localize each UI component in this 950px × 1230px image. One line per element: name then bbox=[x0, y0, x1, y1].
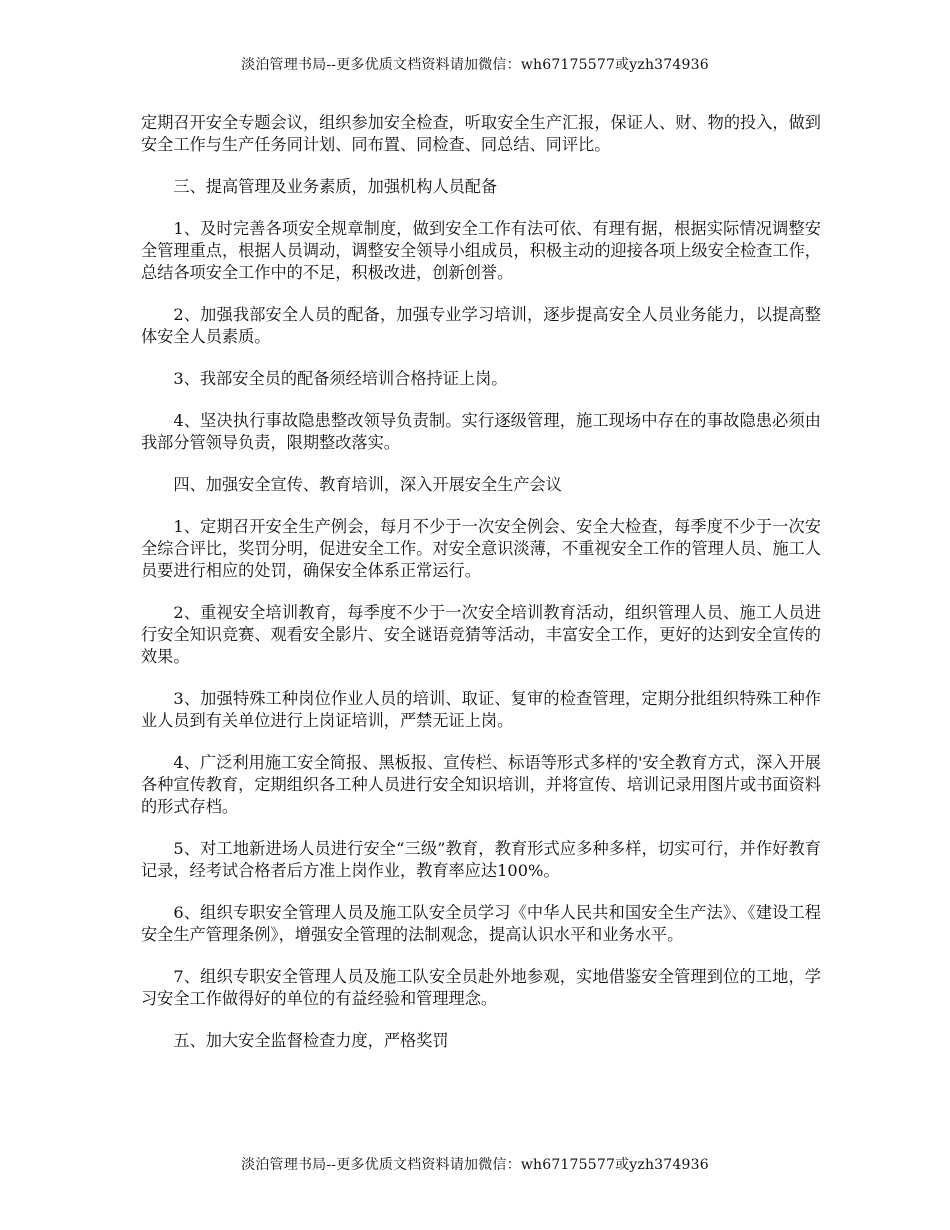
paragraph-4-1: 1、定期召开安全生产例会，每月不少于一次安全例会、安全大检查，每季度不少于一次安全综合评比，奖罚分明，促进安全工作。对安全意识淡薄，不重视安全工作的管理人员、施工人员要进行相应的处罚，确保安全体系正常运行。 bbox=[141, 517, 821, 580]
paragraph-4-6: 6、组织专职安全管理人员及施工队安全员学习《中华人民共和国安全生产法》、《建设工程安全生产管理条例》，增强安全管理的法制观念，提高认识水平和业务水平。 bbox=[141, 903, 821, 944]
paragraph-3-2: 2、加强我部安全人员的配备，加强专业学习培训，逐步提高安全人员业务能力，以提高整体安全人员素质。 bbox=[141, 305, 821, 346]
section-heading-4: 四、加强安全宣传、教育培训，深入开展安全生产会议 bbox=[173, 475, 562, 494]
paragraph-4-4: 4、广泛利用施工安全简报、黑板报、宣传栏、标语等形式多样的'安全教育方式，深入开展各种宣传教育，定期组织各工种人员进行安全知识培训，并将宣传、培训记录用图片或书面资料的形式存档。 bbox=[141, 753, 821, 816]
paragraph-3-4: 4、坚决执行事故隐患整改领导负责制。实行逐级管理，施工现场中存在的事故隐患必须由我部分管领导负责，限期整改落实。 bbox=[141, 411, 821, 452]
page-header: 淡泊管理书局--更多优质文档资料请加微信：wh67175577或yzh374936 bbox=[241, 57, 709, 73]
document-body bbox=[141, 112, 821, 1072]
section-heading-3: 三、提高管理及业务素质，加强机构人员配备 bbox=[173, 177, 498, 196]
section-heading-5: 五、加大安全监督检查力度，严格奖罚 bbox=[173, 1031, 449, 1050]
paragraph-4-3: 3、加强特殊工种岗位作业人员的培训、取证、复审的检查管理，定期分批组织特殊工种作业人员到有关单位进行上岗证培训，严禁无证上岗。 bbox=[141, 689, 821, 730]
paragraph-intro-continuation: 定期召开安全专题会议，组织参加安全检查，听取安全生产汇报，保证人、财、物的投入，做到安全工作与生产任务同计划、同布置、同检查、同总结、同评比。 bbox=[141, 113, 821, 154]
paragraph-4-5: 5、对工地新进场人员进行安全“三级”教育，教育形式应多种多样，切实可行，并作好教育记录，经考试合格者后方准上岗作业，教育率应达100%。 bbox=[141, 839, 821, 880]
paragraph-4-7: 7、组织专职安全管理人员及施工队安全员赴外地参观，实地借鉴安全管理到位的工地，学习安全工作做得好的单位的有益经验和管理理念。 bbox=[141, 967, 821, 1008]
paragraph-3-3: 3、我部安全员的配备须经培训合格持证上岗。 bbox=[173, 369, 508, 388]
paragraph-3-1: 1、及时完善各项安全规章制度，做到安全工作有法可依、有理有据，根据实际情况调整安全管理重点，根据人员调动，调整安全领导小组成员，积极主动的迎接各项上级安全检查工作，总结各项安全工作中的不足，积极改进，创新创誉。 bbox=[141, 219, 821, 282]
paragraph-4-2: 2、重视安全培训教育，每季度不少于一次安全培训教育活动，组织管理人员、施工人员进行安全知识竞赛、观看安全影片、安全谜语竞猜等活动，丰富安全工作，更好的达到安全宣传的效果。 bbox=[141, 603, 821, 666]
page-footer: 淡泊管理书局--更多优质文档资料请加微信：wh67175577或yzh374936 bbox=[241, 1157, 709, 1173]
